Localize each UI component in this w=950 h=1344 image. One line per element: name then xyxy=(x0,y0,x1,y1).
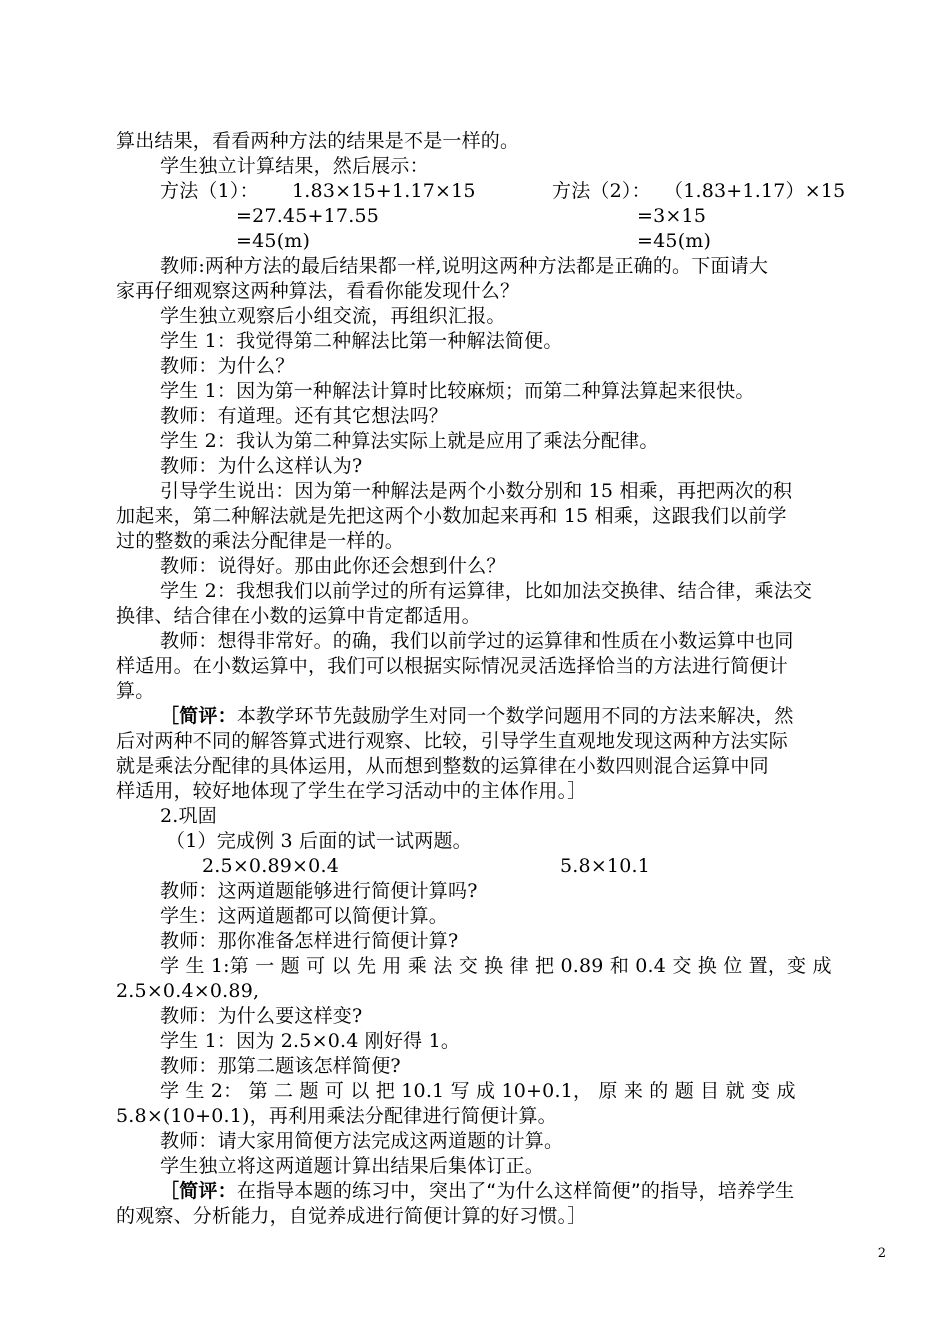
text-line: 换律、结合律在小数的运算中肯定都适用。 xyxy=(116,605,481,627)
text-line: 学 生 1:第 一 题 可 以 先 用 乘 法 交 换 律 把 0.89 和 0.4 交 换 位 置，变 成 xyxy=(160,955,832,977)
text-line: 学生 2：我认为第二种算法实际上就是应用了乘法分配律。 xyxy=(160,430,659,452)
comment-2-line-1: ［简评：在指导本题的练习中，突出了“为什么这样简便”的指导，培养学生 xyxy=(160,1180,795,1202)
text-line: 样适用。在小数运算中，我们可以根据实际情况灵活选择恰当的方法进行简便计 xyxy=(116,655,789,677)
method-2-label: 方法（2）： xyxy=(552,180,651,202)
text-line: 学生独立观察后小组交流，再组织汇报。 xyxy=(160,305,506,327)
exercise-1: 2.5×0.89×0.4 xyxy=(202,855,339,877)
text-line: 家再仔细观察这两种算法，看看你能发现什么？ xyxy=(116,280,520,302)
method-1-expression: 1.83×15+1.17×15 xyxy=(292,180,476,202)
comment-1-line-3: 就是乘法分配律的具体运用，从而想到整数的运算律在小数四则混合运算中同 xyxy=(116,755,769,777)
text-line: 5.8×(10+0.1)，再利用乘法分配律进行简便计算。 xyxy=(116,1105,557,1127)
text-line: 学生 1：因为第一种解法计算时比较麻烦；而第二种算法算起来很快。 xyxy=(160,380,755,402)
section-heading: 2.巩固 xyxy=(160,805,217,827)
exercise-2: 5.8×10.1 xyxy=(560,855,651,877)
text-line: 学生独立将这两道题计算出结果后集体订正。 xyxy=(160,1155,545,1177)
method-2-step-2: =45(m) xyxy=(637,230,712,252)
page-number: 2 xyxy=(877,1246,886,1261)
comment-1-line-4: 样适用，较好地体现了学生在学习活动中的主体作用。］ xyxy=(116,780,587,802)
text-line: 过的整数的乘法分配律是一样的。 xyxy=(116,530,405,552)
text-line: 教师：为什么这样认为? xyxy=(160,455,363,477)
method-2-expression: （1.83+1.17）×15 xyxy=(664,180,846,202)
method-1-step-2: =45(m) xyxy=(236,230,311,252)
comment-1-label: ［简评： xyxy=(160,705,237,727)
text-line: 学生 1：我觉得第二种解法比第一种解法简便。 xyxy=(160,330,563,352)
text-line: 加起来，第二种解法就是先把这两个小数加起来再和 15 相乘，这跟我们以前学 xyxy=(116,505,787,527)
text-line: 教师：为什么？ xyxy=(160,355,295,377)
text-line: 算出结果，看看两种方法的结果是不是一样的。 xyxy=(116,130,520,152)
text-line: 学生 1：因为 2.5×0.4 刚好得 1。 xyxy=(160,1030,461,1052)
comment-2-line-2: 的观察、分析能力，自觉养成进行简便计算的好习惯。］ xyxy=(116,1205,587,1227)
text-line: 学生：这两道题都可以简便计算。 xyxy=(160,905,449,927)
text-line: 算。 xyxy=(116,680,155,702)
text-line: 教师：那第二题该怎样简便? xyxy=(160,1055,401,1077)
method-1-step-1: =27.45+17.55 xyxy=(236,205,380,227)
text-line: 教师：那你准备怎样进行简便计算? xyxy=(160,930,459,952)
text-line: 教师：请大家用简便方法完成这两道题的计算。 xyxy=(160,1130,564,1152)
text-line: 学生独立计算结果，然后展示： xyxy=(160,155,429,177)
text-line: 学生 2：我想我们以前学过的所有运算律，比如加法交换律、结合律，乘法交 xyxy=(160,580,813,602)
text-line: 教师：有道理。还有其它想法吗？ xyxy=(160,405,449,427)
text-line: 2.5×0.4×0.89, xyxy=(116,980,260,1002)
text-line: （1）完成例 3 后面的试一试两题。 xyxy=(166,830,472,852)
text-line: 教师：为什么要这样变? xyxy=(160,1005,363,1027)
comment-2-label: ［简评： xyxy=(160,1180,237,1202)
method-2-step-1: =3×15 xyxy=(637,205,707,227)
text-line: 学 生 2： 第 二 题 可 以 把 10.1 写 成 10+0.1， 原 来 的 题 目 就 变 成 xyxy=(160,1080,796,1102)
method-1-label: 方法（1）： xyxy=(160,180,259,202)
text-line: 教师：想得非常好。的确，我们以前学过的运算律和性质在小数运算中也同 xyxy=(160,630,794,652)
text-line: 教师:两种方法的最后结果都一样,说明这两种方法都是正确的。下面请大 xyxy=(160,255,769,277)
text-line: 引导学生说出：因为第一种解法是两个小数分别和 15 相乘，再把两次的积 xyxy=(160,480,793,502)
text-line: 教师：说得好。那由此你还会想到什么？ xyxy=(160,555,506,577)
comment-1-line-2: 后对两种不同的解答算式进行观察、比较，引导学生直观地发现这两种方法实际 xyxy=(116,730,789,752)
text-line: 教师：这两道题能够进行简便计算吗? xyxy=(160,880,478,902)
comment-1-line-1: ［简评：本教学环节先鼓励学生对同一个数学问题用不同的方法来解决，然 xyxy=(160,705,794,727)
